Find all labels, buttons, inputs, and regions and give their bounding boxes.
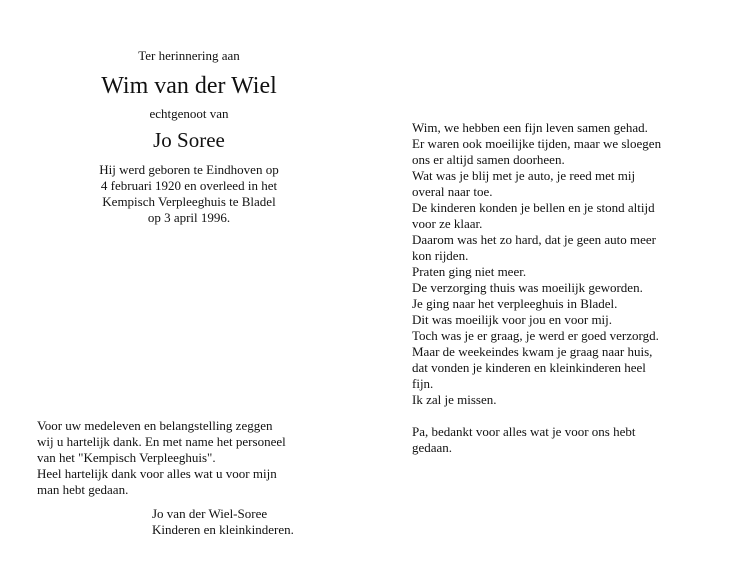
bio-line: 4 februari 1920 en overleed in het [100,178,278,193]
signature [152,506,352,538]
spouse-name: Jo Soree [153,128,225,152]
poem-line: Er waren ook moeilijke tijden, maar we sloegen [412,136,662,151]
closing-line: Pa, bedankt voor alles wat je voor ons hebt [412,424,636,439]
intro-text: Ter herinnering aan [138,48,240,63]
poem-line: Praten ging niet meer. [412,264,527,279]
thanks-line: Voor uw medeleven en belangstelling zeggen [37,418,273,433]
poem-line: Wat was je blij met je auto, je reed met mij [412,168,636,183]
deceased-name: Wim van der Wiel [101,73,277,99]
signature-line: Jo van der Wiel-Soree [152,506,268,521]
poem-line: Toch was je er graag, je werd er goed verzorgd. [412,328,659,343]
poem-line: ons er altijd samen doorheen. [412,152,565,167]
poem-line: voor ze klaar. [412,216,483,231]
biography [60,162,318,226]
poem-line: Ik zal je missen. [412,392,497,407]
poem-line: kon rijden. [412,248,469,263]
thanks-line: van het "Kempisch Verpleeghuis". [37,450,216,465]
bio-line: op 3 april 1996. [147,210,231,225]
poem-line: Dit was moeilijk voor jou en voor mij. [412,312,613,327]
spouse-label: echtgenoot van [149,106,229,121]
thanks-line: man hebt gedaan. [37,482,129,497]
bio-line: Kempisch Verpleeghuis te Bladel [102,194,276,209]
thanks-line: wij u hartelijk dank. En met name het personeel [37,434,286,449]
poem-line: De verzorging thuis was moeilijk geworden. [412,280,643,295]
thanks-line: Heel hartelijk dank voor alles wat u voor mijn [37,466,277,481]
farewell-poem [412,120,712,456]
closing-line: gedaan. [412,440,453,455]
poem-line: dat vonden je kinderen en kleinkinderen heel [412,360,646,375]
poem-line: Daarom was het zo hard, dat je geen auto meer [412,232,657,247]
thanks-note [37,418,337,498]
poem-line: Maar de weekeindes kwam je graag naar huis, [412,344,653,359]
closing-note [412,424,712,456]
signature-line: Kinderen en kleinkinderen. [152,522,294,537]
poem-line: overal naar toe. [412,184,493,199]
poem-line: Je ging naar het verpleeghuis in Bladel. [412,296,618,311]
memorial-header [60,48,318,226]
poem-line: Wim, we hebben een fijn leven samen gehad. [412,120,648,135]
poem-line: De kinderen konden je bellen en je stond altijd [412,200,655,215]
bio-line: Hij werd geboren te Eindhoven op [99,162,279,177]
poem-line: fijn. [412,376,434,391]
